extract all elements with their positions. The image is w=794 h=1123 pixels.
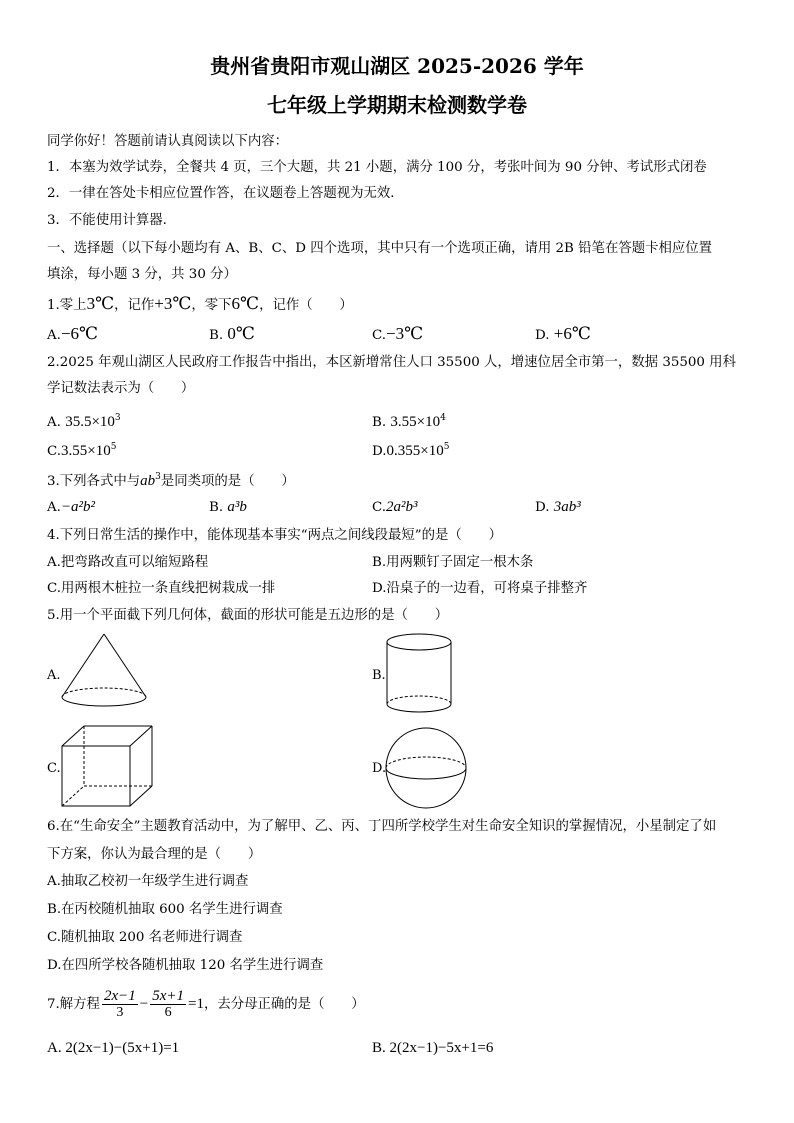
q6-option-a: A.抽取乙校初一年级学生进行调查 [47, 874, 249, 889]
q2-option-c [47, 437, 116, 462]
q1-option-b [209, 324, 255, 346]
option-letter: B. [209, 328, 224, 343]
q7-equals: =1 [187, 996, 204, 1012]
q3-option-b [209, 497, 247, 518]
option-letter: A. [47, 500, 61, 515]
exam-title-line2: 七年级上学期期末检测数学卷 [267, 93, 527, 117]
section1-heading: 一、选择题（以下每小题均有 A、B、C、D 四个选项，其中只有一个选项正确，请用 2B 铅笔在答题卡相应位置 [47, 241, 713, 256]
q3-suffix: 是同类项的是（ ） [160, 474, 295, 489]
q2-option-a [47, 408, 121, 433]
q7-minus: − [139, 996, 149, 1012]
q4-stem: 4.下列日常生活的操作中，能体现基本事实“两点之间线段最短”的是（ ） [47, 528, 502, 543]
q6-option-b: B.在丙校随机抽取 600 名学生进行调查 [47, 902, 283, 917]
q7-suffix: ，去分母正确的是（ ） [203, 997, 365, 1012]
option-value: 3ab³ [553, 499, 581, 515]
q1-option-c [372, 324, 423, 346]
option-value: −a²b² [60, 499, 96, 515]
option-base: 3.55×10 [61, 443, 111, 459]
q4-option-a: A.把弯路改直可以缩短路程 [47, 555, 209, 570]
q5-label-c: C. [47, 761, 61, 776]
fraction-denominator: 3 [116, 1005, 124, 1020]
q6-option-d: D.在四所学校各随机抽取 120 名学生进行调查 [47, 958, 324, 973]
option-letter: C. [372, 328, 387, 343]
section1-heading-cont: 填涂，每小题 3 分，共 30 分） [47, 267, 237, 282]
option-letter: A. [47, 328, 61, 343]
q5-label-b: B. [372, 668, 386, 683]
q7-fraction-1 [102, 988, 138, 1021]
option-base: 35.5×10 [65, 414, 115, 430]
q1-value-3: 6℃ [231, 294, 260, 313]
note-3: 3．不能使用计算器． [47, 213, 177, 228]
q1-option-a [47, 324, 98, 346]
option-letter: C. [372, 500, 387, 515]
q5-label-a: A. [47, 668, 61, 683]
q5-label-d: D. [372, 761, 387, 776]
q1-stem [47, 294, 353, 316]
option-base: 0.355×10 [386, 443, 444, 459]
q3-stem [47, 467, 295, 492]
option-letter: A. [47, 415, 61, 430]
q2-option-b [372, 408, 446, 433]
q5-stem: 5.用一个平面截下列几何体，截面的形状可能是五边形的是（ ） [47, 608, 449, 623]
q7-prefix: 7.解方程 [47, 997, 100, 1012]
q2-stem-line2: 学记数法表示为（ ） [47, 381, 195, 396]
fraction-numerator: 2x−1 [103, 988, 136, 1004]
cylinder-figure [384, 632, 454, 718]
option-value: 0℃ [227, 324, 255, 343]
intro-text: 同学你好！答题前请认真阅读以下内容： [47, 134, 289, 149]
q3-option-a [47, 497, 95, 518]
q4-option-b: B.用两颗钉子固定一根木条 [372, 555, 534, 570]
option-letter: D. [535, 500, 550, 515]
q1-value-1: 3℃ [86, 294, 115, 313]
q2-option-d [372, 437, 449, 462]
option-value: +6℃ [553, 324, 591, 343]
option-letter: C. [47, 444, 62, 459]
q6-stem-line1: 6.在“生命安全”主题教育活动中，为了解甲、乙、丙、丁四所学校学生对生命安全知识的掌握情况，小星制定了如 [47, 819, 717, 834]
option-exponent: 3 [114, 413, 121, 423]
exam-title-line1: 贵州省贵阳市观山湖区 2025-2026 学年 [210, 54, 584, 78]
option-letter: B. [372, 415, 387, 430]
q3-expression: ab [140, 473, 156, 489]
q1-text-2: ，记作 [114, 298, 155, 313]
cone-figure [58, 632, 150, 712]
option-letter: D. [535, 328, 550, 343]
q3-prefix: 3.下列各式中与 [47, 474, 141, 489]
option-exponent: 4 [440, 413, 446, 423]
option-exponent: 5 [443, 442, 450, 452]
q3-option-c [372, 497, 418, 518]
q7-option-b: B. 2(2x−1)−5x+1=6 [372, 1040, 494, 1056]
q2-stem-line1: 2.2025 年观山湖区人民政府工作报告中指出，本区新增常住人口 35500 人，增速位居全市第一，数据 35500 用科 [47, 355, 736, 370]
q1-text-1: 1.零上 [47, 298, 87, 313]
q7-fraction-2 [150, 988, 186, 1021]
option-base: 3.55×10 [390, 414, 441, 430]
q7-stem [47, 986, 365, 1023]
q4-option-d: D.沿桌子的一边看，可将桌子排整齐 [372, 581, 588, 596]
option-value: −6℃ [60, 324, 99, 343]
q6-stem-line2: 下方案，你认为最合理的是（ ） [47, 847, 262, 862]
q7-option-a: A. 2(2x−1)−(5x+1)=1 [47, 1040, 180, 1056]
option-value: −3℃ [386, 324, 424, 343]
q6-option-c: C.随机抽取 200 名老师进行调查 [47, 930, 243, 945]
fraction-denominator: 6 [164, 1005, 172, 1020]
sphere-figure [384, 726, 468, 810]
option-exponent: 5 [110, 442, 117, 452]
option-value: a³b [227, 499, 247, 515]
q4-option-c: C.用两根木桩拉一条直线把树栽成一排 [47, 581, 276, 596]
option-letter: D. [372, 444, 387, 459]
q1-text-3: ，零下 [191, 298, 232, 313]
q1-text-4: ，记作（ ） [259, 298, 353, 313]
q3-option-d [535, 497, 581, 518]
note-2: 2．一律在答处卡相应位置作答，在议题卷上答题视为无效． [47, 186, 404, 201]
q1-value-2: +3℃ [154, 294, 192, 313]
note-1: 1．本塞为效学试券，全餐共 4 页，三个大题，共 21 小题，满分 100 分，考张叶间为 90 分钟、考试形式闭卷 [47, 160, 707, 175]
fraction-numerator: 5x+1 [152, 988, 184, 1004]
option-letter: B. [209, 500, 224, 515]
option-value: 2a²b³ [386, 499, 418, 515]
q3-expression-exponent: 3 [155, 472, 161, 482]
q1-option-d [535, 324, 591, 346]
cube-figure [60, 724, 154, 808]
